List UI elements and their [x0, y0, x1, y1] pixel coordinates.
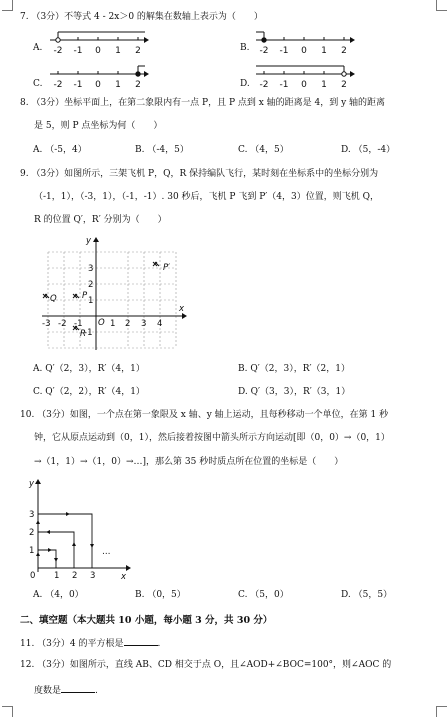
q12-end: . — [95, 686, 98, 696]
q9-x-tick: -2 — [58, 319, 67, 329]
q7-stem: 7. （3分）不等式 4 - 2x＞0 的解集在数轴上表示为（ ） — [20, 12, 263, 22]
q7a-tick-label: 1 — [115, 46, 121, 56]
corner-mark-bottom-right — [436, 706, 447, 717]
corner-mark-top-left — [2, 0, 13, 11]
q10-y-axis-label: y — [29, 479, 35, 489]
q8-stem-line1: 8. （3分）坐标平面上，在第二象限内有一点 P，且 P 点到 x 轴的距离是 4，到 y 轴的距离 — [20, 98, 386, 108]
q7-number-line-c — [50, 62, 150, 94]
q9-option-d: D. Q′（3，3），R′（3，1） — [238, 387, 351, 397]
q7b-tick-label: -2 — [259, 46, 269, 56]
q12-stem-line1: 12. （3分）如图所示，直线 AB、CD 相交于点 O，且∠AOD+∠BOC=100°，则∠AOC 的 — [20, 660, 392, 670]
q9-x-tick: -3 — [42, 319, 51, 329]
q10-x-tick: 1 — [54, 571, 60, 581]
corner-mark-top-right — [436, 0, 447, 11]
q10-path-diagram — [26, 476, 136, 586]
q7d-tick-label: -1 — [279, 80, 289, 90]
q8-stem-line2: 是 5，则 P 点坐标为何（ ） — [34, 121, 163, 131]
plane-icon — [153, 262, 159, 266]
q9-option-c: C. Q′（2，2），R′（4，1） — [33, 387, 145, 397]
q8-option-a: A. （-5，4） — [33, 145, 87, 155]
q11-stem — [20, 637, 160, 650]
q7c-tick-label: 2 — [135, 80, 141, 90]
q7-number-line-a — [50, 28, 150, 60]
q7c-tick-label: -1 — [73, 80, 83, 90]
q9-y-tick: 1 — [88, 296, 94, 306]
q9-x-axis-label: x — [179, 304, 185, 314]
q7-number-line-d — [256, 62, 356, 94]
q7-option-b-letter: B. — [240, 43, 250, 53]
plane-icon — [73, 294, 79, 298]
q9-label-q: Q — [50, 294, 57, 304]
q9-stem-line3: R 的位置 Q′，R′ 分别为（ ） — [34, 215, 167, 225]
q10-stem-line1: 10. （3分）如图，一个点在第一象限及 x 轴、y 轴上运动，且每秒移动一个单位，在第 1 秒 — [20, 410, 389, 420]
q9-x-tick: 1 — [110, 319, 116, 329]
q7a-tick-label: 2 — [135, 46, 141, 56]
q9-y-tick: 3 — [88, 264, 94, 274]
q7c-tick-label: 1 — [115, 80, 121, 90]
q7-number-line-b — [256, 28, 356, 60]
q9-y-axis-label: y — [86, 236, 92, 246]
q9-option-a: A. Q′（2，3），R′（4，1） — [33, 364, 145, 374]
q11-text: 11. （3分）4 的平方根是 — [20, 639, 124, 649]
q10-option-c: C. （5，0） — [238, 590, 289, 600]
q10-y-tick: 2 — [29, 528, 35, 538]
corner-mark-bottom-left — [2, 706, 13, 717]
q12-text: 度数是 — [34, 686, 62, 696]
q10-ellipsis: … — [102, 547, 111, 557]
q9-x-tick: -1 — [74, 319, 83, 329]
q9-x-tick: 4 — [157, 319, 163, 329]
q10-y-tick: 3 — [29, 510, 35, 520]
q7-option-d-letter: D. — [240, 79, 250, 89]
q11-end: . — [157, 639, 161, 649]
q7d-tick-label: -2 — [259, 80, 269, 90]
q9-label-p-prime: P′ — [163, 263, 171, 273]
q10-option-b: B. （0，5） — [135, 590, 186, 600]
q9-x-tick: 2 — [125, 319, 131, 329]
q12-answer-blank[interactable] — [61, 684, 95, 693]
q7b-tick-label: 2 — [341, 46, 347, 56]
q9-label-r: R — [80, 329, 86, 339]
q10-x-tick: 2 — [72, 571, 78, 581]
q9-x-tick: 3 — [141, 319, 147, 329]
q7a-tick-label: -2 — [53, 46, 63, 56]
q7-option-a-letter: A. — [33, 43, 43, 53]
q9-stem-line2: （-1，1），（-3，1），（-1，-1）. 30 秒后，飞机 P 飞到 P′（4，3）位置，则飞机 Q， — [34, 192, 379, 202]
q9-origin-label: O — [98, 318, 105, 328]
q11-answer-blank[interactable] — [124, 637, 158, 646]
q9-label-p: P — [82, 291, 88, 301]
q7d-tick-label: 1 — [321, 80, 327, 90]
q10-origin-label: 0 — [30, 571, 36, 581]
q8-option-d: D. （5，-4） — [341, 145, 396, 155]
q7c-tick-label: 0 — [95, 80, 101, 90]
q8-option-c: C. （4，5） — [238, 145, 289, 155]
q7a-tick-label: -1 — [73, 46, 83, 56]
q7a-tick-label: 0 — [95, 46, 101, 56]
q7b-tick-label: 0 — [301, 46, 307, 56]
q10-stem-line2: 钟，它从原点运动到（0，1），然后接着按图中箭头所示方向运动[即（0，0）→（0，1） — [34, 433, 390, 443]
q7b-tick-label: -1 — [279, 46, 289, 56]
q10-x-tick: 3 — [90, 571, 96, 581]
q7c-tick-label: -2 — [53, 80, 63, 90]
q12-stem-line2 — [34, 684, 98, 697]
section-title-fill-in: 二、填空题（本大题共 10 小题，每小题 3 分，共 30 分） — [20, 615, 273, 626]
q10-y-tick: 1 — [29, 546, 35, 556]
q10-x-axis-label: x — [121, 572, 127, 582]
q9-y-tick: 2 — [88, 280, 94, 290]
q10-option-d: D. （5，5） — [341, 590, 393, 600]
q8-option-b: B. （-4，5） — [135, 145, 189, 155]
q9-y-tick: -1 — [84, 328, 93, 338]
q7b-tick-label: 1 — [321, 46, 327, 56]
q10-stem-line3: →（1，1）→（1，0）→…]，那么第 35 秒时质点所在位置的坐标是（ ） — [34, 457, 344, 467]
q7d-tick-label: 2 — [341, 80, 347, 90]
q7-option-c-letter: C. — [33, 79, 43, 89]
q7d-tick-label: 0 — [301, 80, 307, 90]
q10-option-a: A. （4，0） — [33, 590, 84, 600]
q9-option-b: B. Q′（2，3），R′（2，1） — [238, 364, 350, 374]
q9-coordinate-grid — [28, 232, 188, 352]
q9-stem-line1: 9. （3分）如图所示，三架飞机 P，Q，R 保持编队飞行，某时刻在坐标系中的坐标分别为 — [20, 169, 379, 179]
